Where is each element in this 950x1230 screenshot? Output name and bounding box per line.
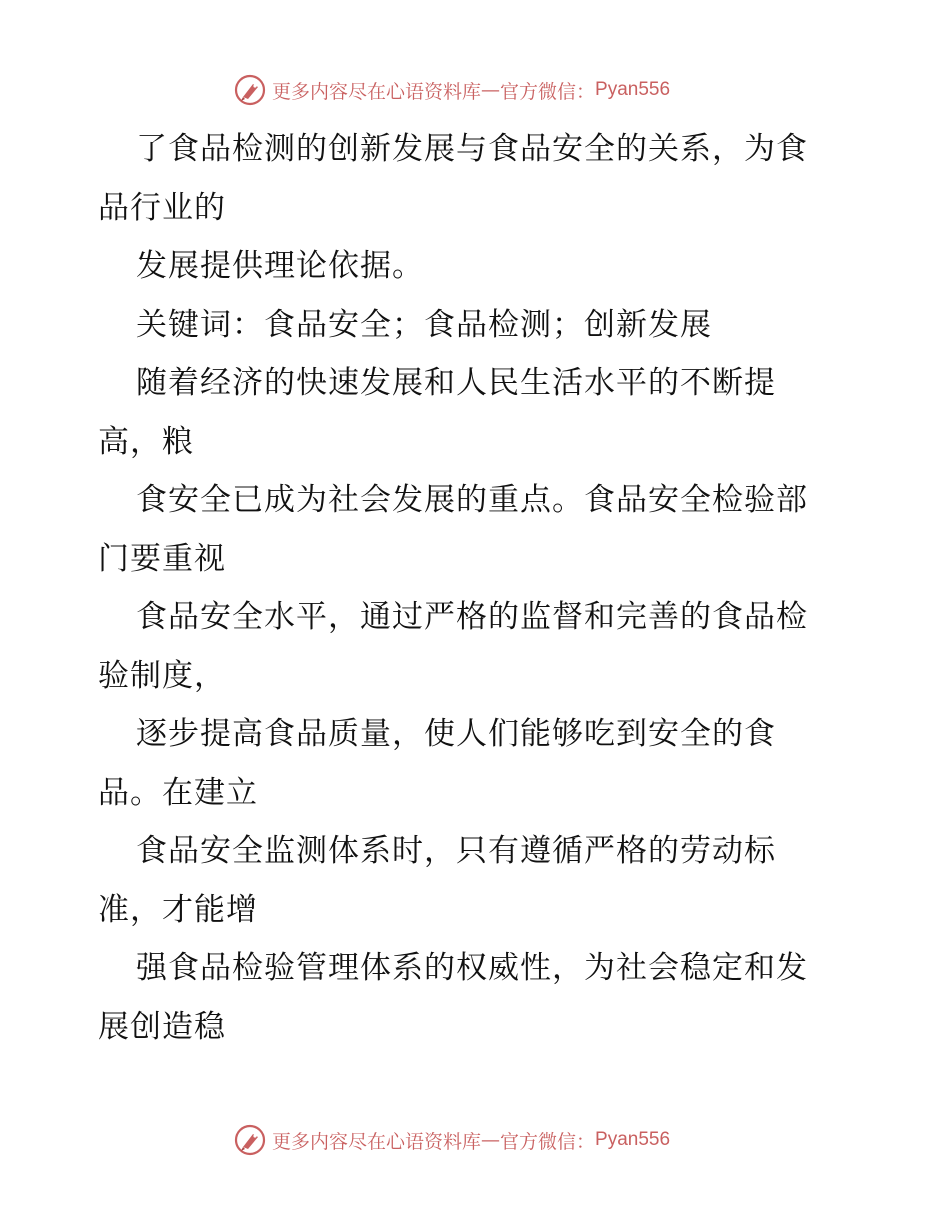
body-line: 门要重视 (98, 540, 226, 577)
footer-official-label: 官方微信： (500, 1130, 596, 1153)
body-line: 品。在建立 (98, 774, 258, 811)
body-line: 随着经济的快速发展和人民生活水平的不断提 (136, 365, 776, 401)
footer-banner (234, 1123, 670, 1157)
header-banner (234, 73, 670, 107)
body-line: 展创造稳 (98, 1008, 226, 1045)
footer-wechat-id: Pyan556 (595, 1129, 671, 1150)
footer-site-text: 更多内容尽在心语资料库 (272, 1130, 482, 1153)
body-line: 逐步提高食品质量，使人们能够吃到安全的食 (136, 716, 776, 752)
document-body (98, 120, 888, 1056)
body-line: 准，才能增 (98, 891, 258, 928)
footer-dash: — (481, 1129, 501, 1151)
body-line: 食安全已成为社会发展的重点。食品安全检验部 (136, 482, 808, 518)
body-line: 品行业的 (98, 189, 226, 226)
pen-nib-logo-icon (234, 74, 266, 106)
keywords-line: 关键词：食品安全；食品检测；创新发展 (136, 306, 712, 343)
header-dash: — (481, 79, 501, 101)
body-line: 高，粮 (98, 423, 194, 460)
header-wechat-id: Pyan556 (595, 79, 671, 100)
body-line: 食品安全监测体系时，只有遵循严格的劳动标 (136, 833, 776, 869)
body-line: 强食品检验管理体系的权威性，为社会稳定和发 (136, 950, 808, 986)
body-line: 发展提供理论依据。 (136, 248, 424, 284)
header-official-label: 官方微信： (500, 80, 596, 103)
header-site-text: 更多内容尽在心语资料库 (272, 80, 482, 103)
body-line: 食品安全水平，通过严格的监督和完善的食品检 (136, 599, 808, 635)
body-line: 验制度， (98, 657, 226, 694)
pen-nib-logo-icon (234, 1124, 266, 1156)
body-line: 了食品检测的创新发展与食品安全的关系，为食 (136, 131, 808, 167)
